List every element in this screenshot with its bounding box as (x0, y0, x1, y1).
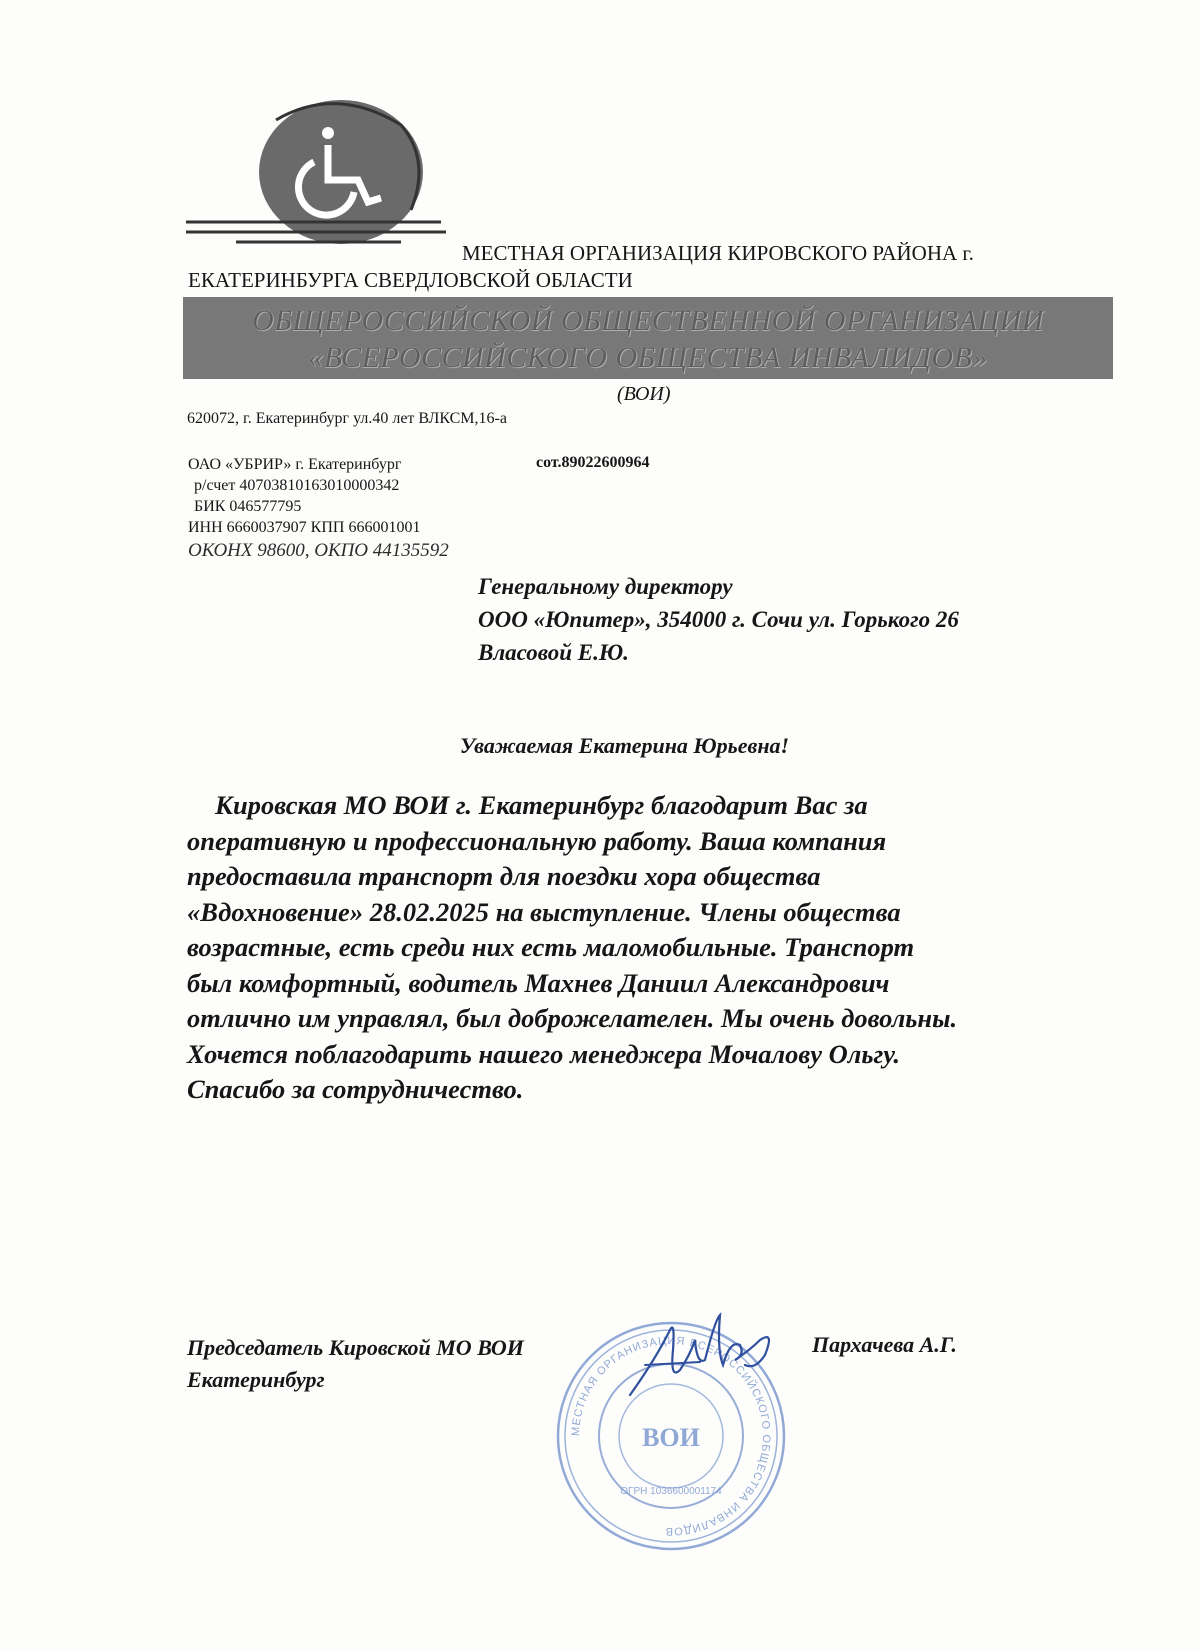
recipient-line2: ООО «Юпитер», 354000 г. Сочи ул. Горького 26 (478, 607, 959, 632)
bank-inn-kpp: ИНН 6660037907 КПП 666001001 (188, 519, 421, 536)
org-address: 620072, г. Екатеринбург ул.40 лет ВЛКСМ,16-а (187, 410, 507, 427)
wheelchair-logo-icon (186, 100, 466, 260)
body-line: Кировская МО ВОИ г. Екатеринбург благодарит Вас за (215, 790, 868, 820)
banner-line1: ОБЩЕРОССИЙСКОЙ ОБЩЕСТВЕННОЙ ОРГАНИЗАЦИИ (252, 304, 1044, 337)
bank-name: ОАО «УБРИР» г. Екатеринбург (188, 456, 402, 473)
signer-title-line2: Екатеринбург (187, 1367, 325, 1392)
org-name-line1: МЕСТНАЯ ОРГАНИЗАЦИЯ КИРОВСКОГО РАЙОНА г. (462, 241, 974, 265)
bank-bik: БИК 046577795 (194, 498, 302, 515)
recipient-line3: Власовой Е.Ю. (478, 640, 629, 665)
body-line: Хочется поблагодарить нашего менеджера Мочалову Ольгу. (187, 1038, 900, 1069)
letter-body (187, 788, 1147, 1108)
org-abbreviation: (ВОИ) (617, 383, 671, 405)
bank-details (188, 454, 449, 563)
body-line: предоставила транспорт для поездки хора общества (187, 861, 821, 891)
body-line: Спасибо за сотрудничество. (187, 1074, 524, 1104)
signer-name: Пархачева А.Г. (812, 1332, 957, 1357)
banner-line2: «ВСЕРОССИЙСКОГО ОБЩЕСТВА ИНВАЛИДОВ» (308, 341, 988, 374)
body-line: отлично им управлял, был доброжелателен. Мы очень довольны. (187, 1003, 958, 1033)
body-line: возрастные, есть среди них есть маломобильные. Транспорт (187, 932, 915, 962)
org-banner (183, 297, 1113, 379)
body-line: «Вдохновение» 28.02.2025 на выступление. Члены общества (187, 896, 901, 927)
greeting: Уважаемая Екатерина Юрьевна! (459, 733, 790, 758)
org-name-line2: ЕКАТЕРИНБУРГА СВЕРДЛОВСКОЙ ОБЛАСТИ (188, 268, 633, 292)
body-line: оперативную и профессиональную работу. Ваша компания (187, 825, 887, 856)
recipient-line1: Генеральному директору (478, 574, 733, 599)
bank-account: р/счет 40703810163010000342 (194, 477, 400, 494)
signer-title-line1: Председатель Кировской МО ВОИ (187, 1335, 524, 1360)
contact-phone: сот.89022600964 (536, 454, 650, 471)
stamp-center-text: ВОИ (642, 1423, 700, 1452)
stamp-outer-text: МЕСТНАЯ ОРГАНИЗАЦИЯ ВСЕРОССИЙСКОГО ОБЩЕСТВА ИНВАЛИДОВ (569, 1334, 773, 1538)
signer-title (187, 1332, 524, 1396)
stamp-ogrn: ОГРН 1036600001174 (620, 1486, 722, 1497)
bank-okonh-okpo: ОКОНХ 98600, ОКПО 44135592 (188, 540, 449, 561)
body-line: был комфортный, водитель Махнев Даниил Александрович (187, 967, 890, 998)
recipient-block (478, 570, 959, 669)
handwritten-signature-icon (625, 1310, 795, 1410)
